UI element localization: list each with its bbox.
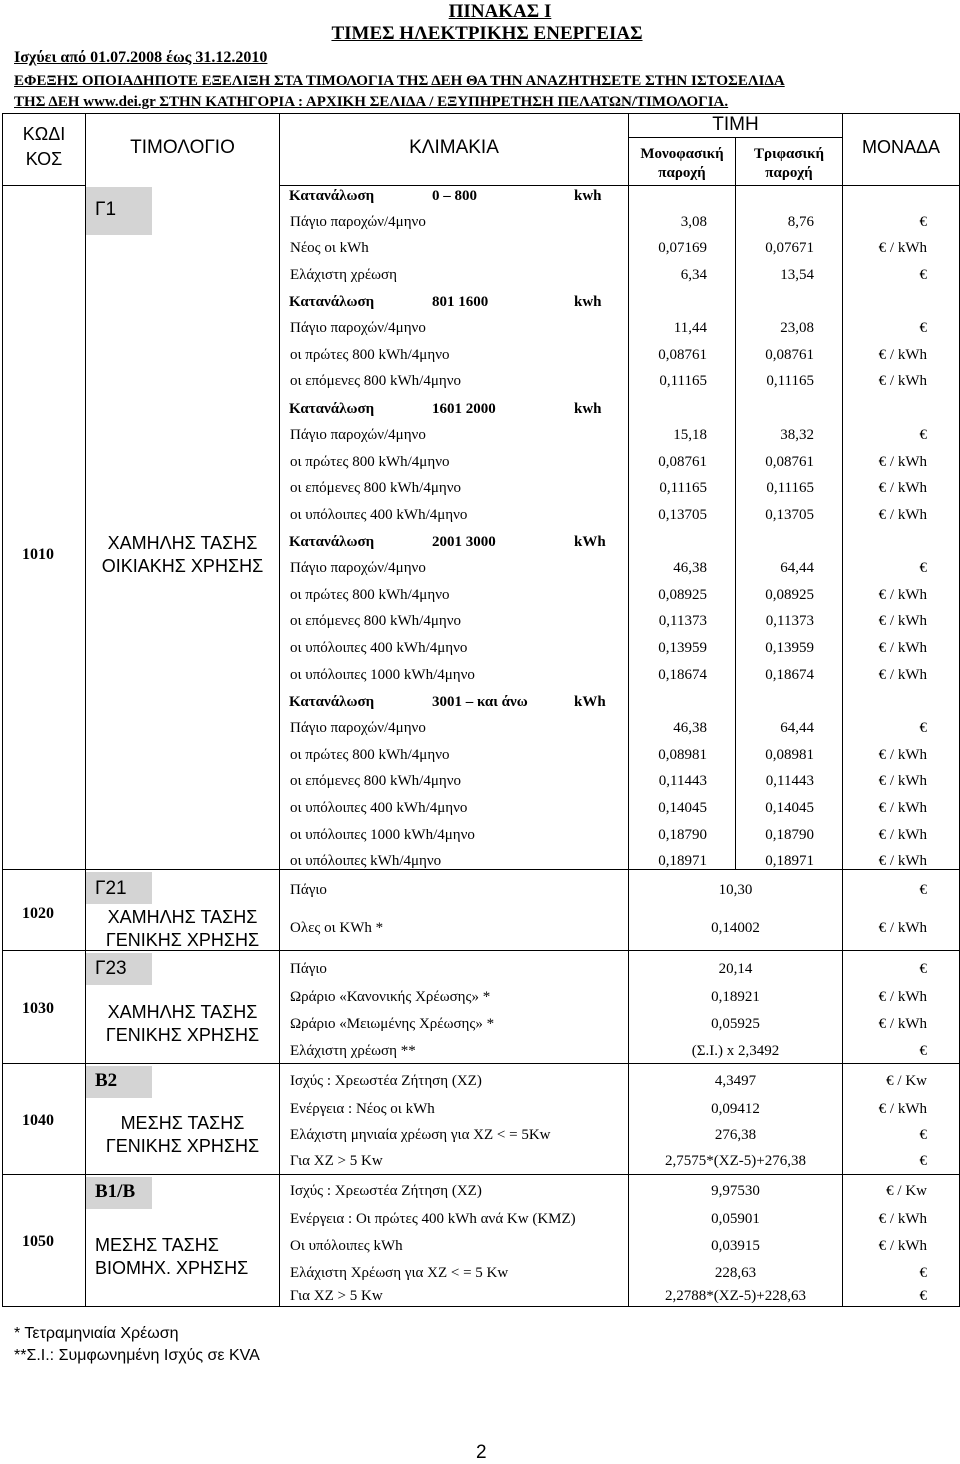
- row-description: οι υπόλοιπες kWh/4μηνο: [290, 853, 442, 869]
- dei-website-link[interactable]: www.dei.gr: [83, 94, 156, 110]
- row-unit: €: [919, 1265, 927, 1281]
- tariff-household-use: ΟΙΚΙΑΚΗΣ ΧΡΗΣΗΣ: [101, 556, 264, 576]
- row-unit: €: [919, 267, 927, 283]
- row-description: Πάγιο παροχών/4μηνο: [290, 720, 426, 736]
- tariff-g1: Γ1: [95, 199, 117, 220]
- row-description: Ελάχιστη μηνιαία χρέωση για ΧΖ < = 5Kw: [290, 1127, 551, 1143]
- row-value: 0,03915: [711, 1238, 760, 1254]
- row-mono-price: 0,14045: [658, 800, 707, 816]
- row-unit: €: [919, 320, 927, 336]
- notice-suffix: ΣΤΗΝ ΚΑΤΗΓΟΡΙΑ : ΑΡΧΙΚΗ ΣΕΛΙΔΑ / ΕΞΥΠΗΡΕΤΗΣΗ ΠΕΛΑΤΩΝ/ΤΙΜΟΛΟΓΙΑ.: [159, 94, 729, 110]
- row-description: Πάγιο παροχών/4μηνο: [290, 560, 426, 576]
- row-unit: € / Kw: [886, 1183, 927, 1199]
- row-tri-price: 0,07671: [765, 240, 814, 256]
- row-tri-price: 0,08981: [765, 747, 814, 763]
- row-description: οι πρώτες 800 kWh/4μηνο: [290, 347, 450, 363]
- row-unit: € / kWh: [878, 667, 927, 683]
- row-value: 0,05901: [711, 1211, 760, 1227]
- row-description: Ελάχιστη Χρέωση για ΧΖ < = 5 Kw: [290, 1265, 509, 1281]
- row-mono-price: 0,18674: [658, 667, 707, 683]
- row-description: οι επόμενες 800 kWh/4μηνο: [290, 373, 462, 389]
- row-mono-price: 0,13959: [658, 640, 707, 656]
- row-tri-price: 0,08761: [765, 454, 814, 470]
- row-unit: €: [919, 1288, 927, 1304]
- row-value: (Σ.Ι.) x 2,3492: [691, 1043, 780, 1059]
- notice-line-2: [14, 94, 728, 111]
- row-mono-price: 6,34: [680, 267, 707, 283]
- row-unit: € / kWh: [878, 853, 927, 869]
- col-header-tri-l2: παροχή: [765, 165, 813, 181]
- row-tri-price: 0,18674: [765, 667, 814, 683]
- row-description: οι υπόλοιπες 1000 kWh/4μηνο: [290, 827, 475, 843]
- row-unit: €: [919, 1153, 927, 1169]
- row-tri-price: 8,76: [787, 214, 814, 230]
- col-header-tri-l1: Τριφασική: [753, 146, 825, 162]
- code-1050: 1050: [22, 1233, 54, 1250]
- row-mono-price: 0,18790: [658, 827, 707, 843]
- row-description: οι πρώτες 800 kWh/4μηνο: [290, 747, 450, 763]
- row-unit: € / kWh: [878, 920, 927, 936]
- tariff-g21: Γ21: [95, 878, 127, 899]
- row-description: οι επόμενες 800 kWh/4μηνο: [290, 773, 462, 789]
- row-value: 0,09412: [711, 1101, 760, 1117]
- row-tri-price: 0,08761: [765, 347, 814, 363]
- row-description: οι πρώτες 800 kWh/4μηνο: [290, 587, 450, 603]
- row-tri-price: 13,54: [780, 267, 814, 283]
- row-description: Ενέργεια : Οι πρώτες 400 kWh ανά Kw (ΚΜΖ): [290, 1211, 576, 1227]
- row-value: 10,30: [718, 882, 753, 898]
- col-header-tariff: ΤΙΜΟΛΟΓΙΟ: [130, 137, 235, 158]
- row-mono-price: 3,08: [680, 214, 707, 230]
- row-value: 9,97530: [711, 1183, 760, 1199]
- code-1040: 1040: [22, 1112, 54, 1129]
- tariff-g23-line2: ΓΕΝΙΚΗΣ ΧΡΗΣΗΣ: [105, 1025, 260, 1045]
- row-tri-price: 0,13959: [765, 640, 814, 656]
- row-tri-price: 0,11165: [766, 373, 814, 389]
- row-tri-price: 0,14045: [765, 800, 814, 816]
- row-unit: €: [919, 1127, 927, 1143]
- row-value: 228,63: [714, 1265, 757, 1281]
- row-unit: € / kWh: [878, 1211, 927, 1227]
- row-mono-price: 0,08925: [658, 587, 707, 603]
- tariff-g21-line1: ΧΑΜΗΛΗΣ ΤΑΣΗΣ: [107, 907, 258, 927]
- row-description: οι επόμενες 800 kWh/4μηνο: [290, 480, 462, 496]
- validity-line: Ισχύει από 01.07.2008 έως 31.12.2010: [14, 49, 268, 66]
- row-unit: €: [919, 214, 927, 230]
- tariff-b1b-line1: ΜΕΣΗΣ ΤΑΣΗΣ: [95, 1235, 219, 1255]
- notice-prefix: ΤΗΣ ΔΕΗ: [14, 94, 80, 110]
- row-description: Ολες οι KWh *: [290, 920, 384, 936]
- row-unit: € / kWh: [878, 347, 927, 363]
- page-number: 2: [476, 1442, 487, 1463]
- row-unit: € / kWh: [878, 507, 927, 523]
- row-mono-price: 46,38: [673, 720, 707, 736]
- row-mono-price: 0,13705: [658, 507, 707, 523]
- row-value: 0,14002: [711, 920, 760, 936]
- row-mono-price: 0,11165: [659, 373, 707, 389]
- row-value: 2,2788*(ΧΖ-5)+228,63: [665, 1288, 806, 1304]
- row-tri-price: 64,44: [780, 560, 814, 576]
- row-mono-price: 11,44: [673, 320, 707, 336]
- row-tri-price: 0,11165: [766, 480, 814, 496]
- row-unit: € / kWh: [878, 800, 927, 816]
- row-mono-price: 0,11165: [659, 480, 707, 496]
- row-mono-price: 0,08761: [658, 347, 707, 363]
- row-mono-price: 0,08761: [658, 454, 707, 470]
- tariff-low-voltage: ΧΑΜΗΛΗΣ ΤΑΣΗΣ: [107, 533, 258, 553]
- row-tri-price: 0,18790: [765, 827, 814, 843]
- row-description: Πάγιο: [290, 961, 327, 977]
- row-description: Ισχύς : Χρεωστέα Ζήτηση (ΧΖ): [290, 1073, 482, 1089]
- row-description: Οι υπόλοιπες kWh: [290, 1238, 403, 1254]
- row-value: 0,18921: [711, 989, 760, 1005]
- row-description: Για ΧΖ > 5 Kw: [290, 1288, 383, 1304]
- row-description: Ωράριο «Μειωμένης Χρέωσης» *: [290, 1016, 495, 1032]
- row-unit: €: [919, 427, 927, 443]
- tariff-b2-line1: ΜΕΣΗΣ ΤΑΣΗΣ: [120, 1113, 245, 1133]
- row-tri-price: 0,13705: [765, 507, 814, 523]
- row-value: 4,3497: [714, 1073, 757, 1089]
- col-header-mono-l1: Μονοφασική: [640, 146, 724, 162]
- row-tri-price: 0,11443: [765, 773, 814, 789]
- row-tri-price: 38,32: [780, 427, 814, 443]
- tariff-g21-line2: ΓΕΝΙΚΗΣ ΧΡΗΣΗΣ: [105, 930, 260, 950]
- row-value: 20,14: [718, 961, 753, 977]
- row-unit: € / kWh: [878, 989, 927, 1005]
- row-mono-price: 0,18971: [658, 853, 707, 869]
- row-description: Ισχύς : Χρεωστέα Ζήτηση (ΧΖ): [290, 1183, 482, 1199]
- row-unit: € / kWh: [878, 827, 927, 843]
- notice-line-1: ΕΦΕΞΗΣ ΟΠΟΙΑΔΗΠΟΤΕ ΕΞΕΛΙΞΗ ΣΤΑ ΤΙΜΟΛΟΓΙΑ ΤΗΣ ΔΕΗ ΘΑ ΤΗΝ ΑΝΑΖΗΤΗΣΕΤΕ ΣΤΗΝ ΙΣΤΟΣΕΛΙΔΑ: [14, 73, 785, 89]
- tariff-b1b-line2: ΒΙΟΜΗΧ. ΧΡΗΣΗΣ: [95, 1258, 249, 1278]
- row-value: 0,05925: [711, 1016, 760, 1032]
- row-unit: € / kWh: [878, 773, 927, 789]
- row-description: οι υπόλοιπες 400 kWh/4μηνο: [290, 800, 468, 816]
- col-header-code-l2: ΚΟΣ: [25, 149, 63, 169]
- row-unit: € / kWh: [878, 1238, 927, 1254]
- tariff-g23-line1: ΧΑΜΗΛΗΣ ΤΑΣΗΣ: [107, 1002, 258, 1022]
- row-description: Πάγιο: [290, 882, 327, 898]
- row-description: Ωράριο «Κανονικής Χρέωσης» *: [290, 989, 491, 1005]
- row-unit: € / kWh: [878, 1101, 927, 1117]
- col-header-mono-l2: παροχή: [658, 165, 706, 181]
- row-tri-price: 0,18971: [765, 853, 814, 869]
- doc-title-2: ΤΙΜΕΣ ΗΛΕΚΤΡΙΚΗΣ ΕΝΕΡΓΕΙΑΣ: [331, 23, 643, 44]
- row-description: οι υπόλοιπες 400 kWh/4μηνο: [290, 640, 468, 656]
- row-description: Για ΧΖ > 5 Kw: [290, 1153, 383, 1169]
- footnote-agreed-power: **Σ.Ι.: Συμφωνημένη Ισχύς σε KVA: [14, 1347, 260, 1364]
- row-value: 2,7575*(ΧΖ-5)+276,38: [665, 1153, 806, 1169]
- col-header-code-l1: ΚΩΔΙ: [22, 124, 66, 144]
- row-description: οι υπόλοιπες 1000 kWh/4μηνο: [290, 667, 475, 683]
- row-description: Ελάχιστη χρέωση: [290, 267, 397, 283]
- row-mono-price: 0,08981: [658, 747, 707, 763]
- row-unit: € / kWh: [878, 587, 927, 603]
- code-1030: 1030: [22, 1000, 54, 1017]
- row-tri-price: 64,44: [780, 720, 814, 736]
- row-unit: € / kWh: [878, 747, 927, 763]
- row-description: Ενέργεια : Νέος οι kWh: [290, 1101, 435, 1117]
- row-description: οι πρώτες 800 kWh/4μηνο: [290, 454, 450, 470]
- row-unit: € / kWh: [878, 640, 927, 656]
- code-1010: 1010: [22, 546, 54, 563]
- row-mono-price: 46,38: [673, 560, 707, 576]
- row-description: Ελάχιστη χρέωση **: [290, 1043, 416, 1059]
- row-unit: € / Kw: [886, 1073, 927, 1089]
- tariff-b2-line2: ΓΕΝΙΚΗΣ ΧΡΗΣΗΣ: [105, 1136, 260, 1156]
- doc-title-1: ΠΙΝΑΚΑΣ Ι: [448, 1, 552, 22]
- col-header-unit: ΜΟΝΑΔΑ: [861, 137, 941, 157]
- footnote-quarterly: * Τετραμηνιαία Χρέωση: [14, 1325, 179, 1342]
- row-mono-price: 15,18: [673, 427, 707, 443]
- row-unit: € / kWh: [878, 240, 927, 256]
- row-mono-price: 0,11373: [658, 613, 707, 629]
- row-unit: € / kWh: [878, 480, 927, 496]
- row-mono-price: 0,11443: [658, 773, 707, 789]
- row-tri-price: 0,08925: [765, 587, 814, 603]
- row-unit: € / kWh: [878, 1016, 927, 1032]
- code-1020: 1020: [22, 905, 54, 922]
- row-description: Πάγιο παροχών/4μηνο: [290, 214, 426, 230]
- row-description: Νέος οι kWh: [290, 240, 369, 256]
- tariff-b2: Β2: [95, 1070, 118, 1091]
- row-tri-price: 0,11373: [765, 613, 814, 629]
- row-unit: €: [919, 1043, 927, 1059]
- row-description: οι επόμενες 800 kWh/4μηνο: [290, 613, 462, 629]
- row-mono-price: 0,07169: [658, 240, 707, 256]
- col-header-scale: ΚΛΙΜΑΚΙΑ: [409, 137, 499, 158]
- row-description: Πάγιο παροχών/4μηνο: [290, 320, 426, 336]
- row-tri-price: 23,08: [780, 320, 814, 336]
- row-unit: € / kWh: [878, 373, 927, 389]
- row-unit: €: [919, 560, 927, 576]
- row-unit: €: [919, 882, 927, 898]
- row-unit: € / kWh: [878, 613, 927, 629]
- row-value: 276,38: [714, 1127, 757, 1143]
- tariff-g23: Γ23: [95, 958, 127, 979]
- row-description: οι υπόλοιπες 400 kWh/4μηνο: [290, 507, 468, 523]
- tariff-b1b: Β1/Β: [95, 1181, 136, 1202]
- row-unit: €: [919, 720, 927, 736]
- row-unit: € / kWh: [878, 454, 927, 470]
- col-header-price: ΤΙΜΗ: [712, 114, 759, 135]
- row-unit: €: [919, 961, 927, 977]
- row-description: Πάγιο παροχών/4μηνο: [290, 427, 426, 443]
